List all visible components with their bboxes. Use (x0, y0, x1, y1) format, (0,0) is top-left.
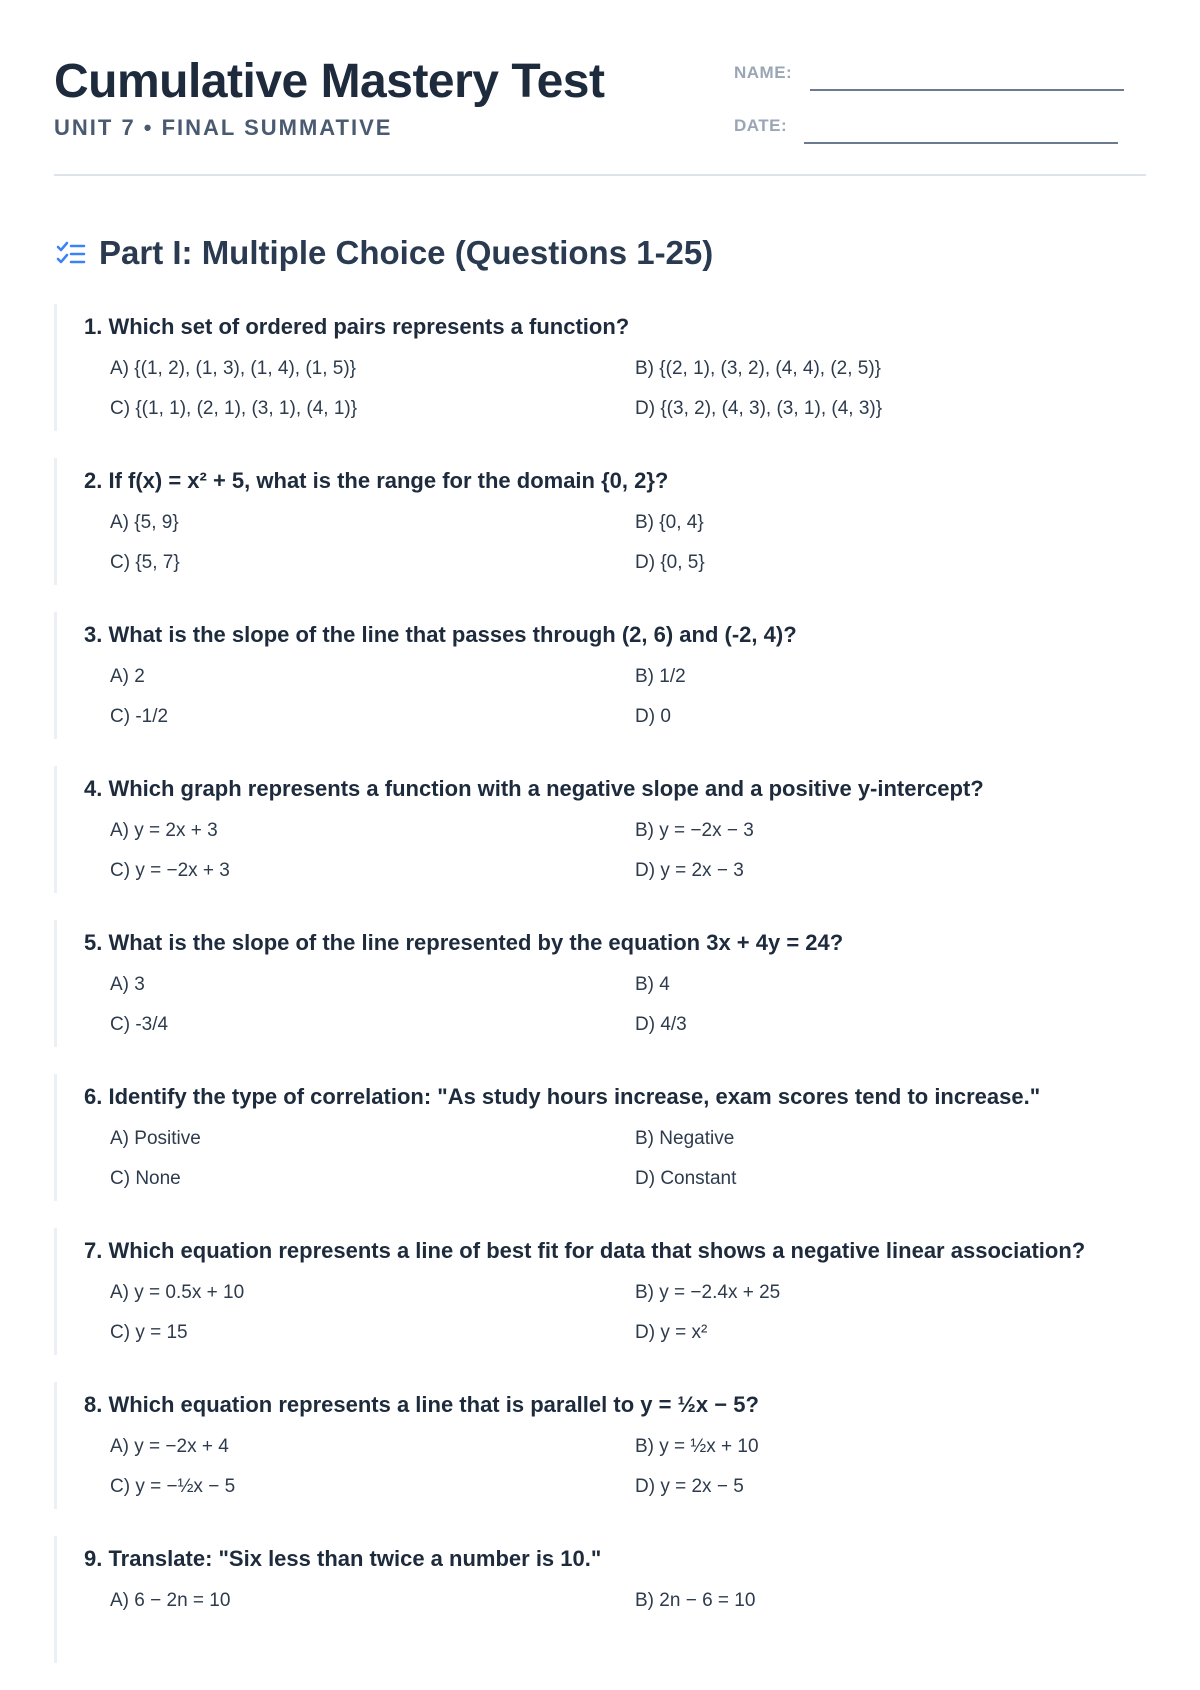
question-text: 7. Which equation represents a line of best fit for data that shows a negative linear association? (84, 1238, 1086, 1263)
option-b[interactable]: B) 2n − 6 = 10 (635, 1590, 756, 1611)
option-c[interactable]: C) -3/4 (110, 1014, 169, 1035)
option-a[interactable]: A) 3 (110, 974, 145, 995)
option-c[interactable]: C) {(1, 1), (2, 1), (3, 1), (4, 1)} (110, 398, 358, 419)
question-text: 9. Translate: "Six less than twice a number is 10." (84, 1546, 602, 1571)
question-text: 8. Which equation represents a line that is parallel to y = ½x − 5? (84, 1392, 759, 1417)
question-2 (54, 458, 1146, 585)
option-d[interactable]: D) 4/3 (635, 1014, 687, 1035)
question-7 (54, 1228, 1146, 1355)
option-b[interactable]: B) Negative (635, 1128, 735, 1149)
option-a[interactable]: A) {(1, 2), (1, 3), (1, 4), (1, 5)} (110, 358, 357, 379)
option-b[interactable]: B) 1/2 (635, 666, 686, 687)
option-b[interactable]: B) y = −2x − 3 (635, 820, 754, 841)
name-field[interactable] (810, 89, 1124, 91)
question-8 (54, 1382, 1146, 1509)
option-b[interactable]: B) {(2, 1), (3, 2), (4, 4), (2, 5)} (635, 358, 882, 379)
header-divider (54, 174, 1146, 176)
test-page (54, 0, 1146, 1611)
question-text: 1. Which set of ordered pairs represents a function? (84, 314, 630, 339)
option-a[interactable]: A) y = −2x + 4 (110, 1436, 229, 1457)
page-title: Cumulative Mastery Test (54, 55, 605, 108)
option-d[interactable]: D) y = 2x − 5 (635, 1476, 744, 1497)
page-subtitle: UNIT 7 • FINAL SUMMATIVE (54, 115, 393, 140)
option-c[interactable]: C) y = −½x − 5 (110, 1476, 236, 1497)
date-label: DATE: (734, 116, 788, 135)
option-c[interactable]: C) y = 15 (110, 1322, 188, 1343)
option-b[interactable]: B) y = −2.4x + 25 (635, 1282, 781, 1303)
option-a[interactable]: A) 2 (110, 666, 145, 687)
question-text: 3. What is the slope of the line that passes through (2, 6) and (-2, 4)? (84, 622, 797, 647)
option-d[interactable]: D) y = 2x − 3 (635, 860, 744, 881)
question-5 (54, 920, 1146, 1047)
question-1 (54, 304, 1146, 431)
option-c[interactable]: C) None (110, 1168, 181, 1189)
name-label: NAME: (734, 63, 793, 82)
part-title: Part I: Multiple Choice (Questions 1-25) (99, 234, 714, 271)
option-a[interactable]: A) 6 − 2n = 10 (110, 1590, 231, 1611)
option-d[interactable]: D) 0 (635, 706, 671, 727)
question-6 (54, 1074, 1146, 1201)
option-d[interactable]: D) Constant (635, 1168, 737, 1189)
date-field[interactable] (804, 142, 1118, 144)
option-b[interactable]: B) 4 (635, 974, 670, 995)
question-4 (54, 766, 1146, 893)
option-c[interactable]: C) y = −2x + 3 (110, 860, 230, 881)
checklist-icon (56, 240, 86, 270)
option-c[interactable]: C) {5, 7} (110, 552, 180, 573)
option-b[interactable]: B) y = ½x + 10 (635, 1436, 759, 1457)
option-c[interactable]: C) -1/2 (110, 706, 169, 727)
question-text: 5. What is the slope of the line represented by the equation 3x + 4y = 24? (84, 930, 844, 955)
option-a[interactable]: A) Positive (110, 1128, 201, 1149)
option-a[interactable]: A) y = 2x + 3 (110, 820, 218, 841)
option-a[interactable]: A) {5, 9} (110, 512, 179, 533)
question-3 (54, 612, 1146, 739)
option-d[interactable]: D) y = x² (635, 1322, 708, 1343)
question-list (54, 304, 1146, 1690)
option-d[interactable]: D) {(3, 2), (4, 3), (3, 1), (4, 3)} (635, 398, 883, 419)
question-text: 2. If f(x) = x² + 5, what is the range for the domain {0, 2}? (84, 468, 669, 493)
option-a[interactable]: A) y = 0.5x + 10 (110, 1282, 245, 1303)
question-text: 6. Identify the type of correlation: "As study hours increase, exam scores tend to increase." (84, 1084, 1041, 1109)
option-d[interactable]: D) {0, 5} (635, 552, 705, 573)
question-text: 4. Which graph represents a function with a negative slope and a positive y-intercept? (84, 776, 984, 801)
option-b[interactable]: B) {0, 4} (635, 512, 704, 533)
